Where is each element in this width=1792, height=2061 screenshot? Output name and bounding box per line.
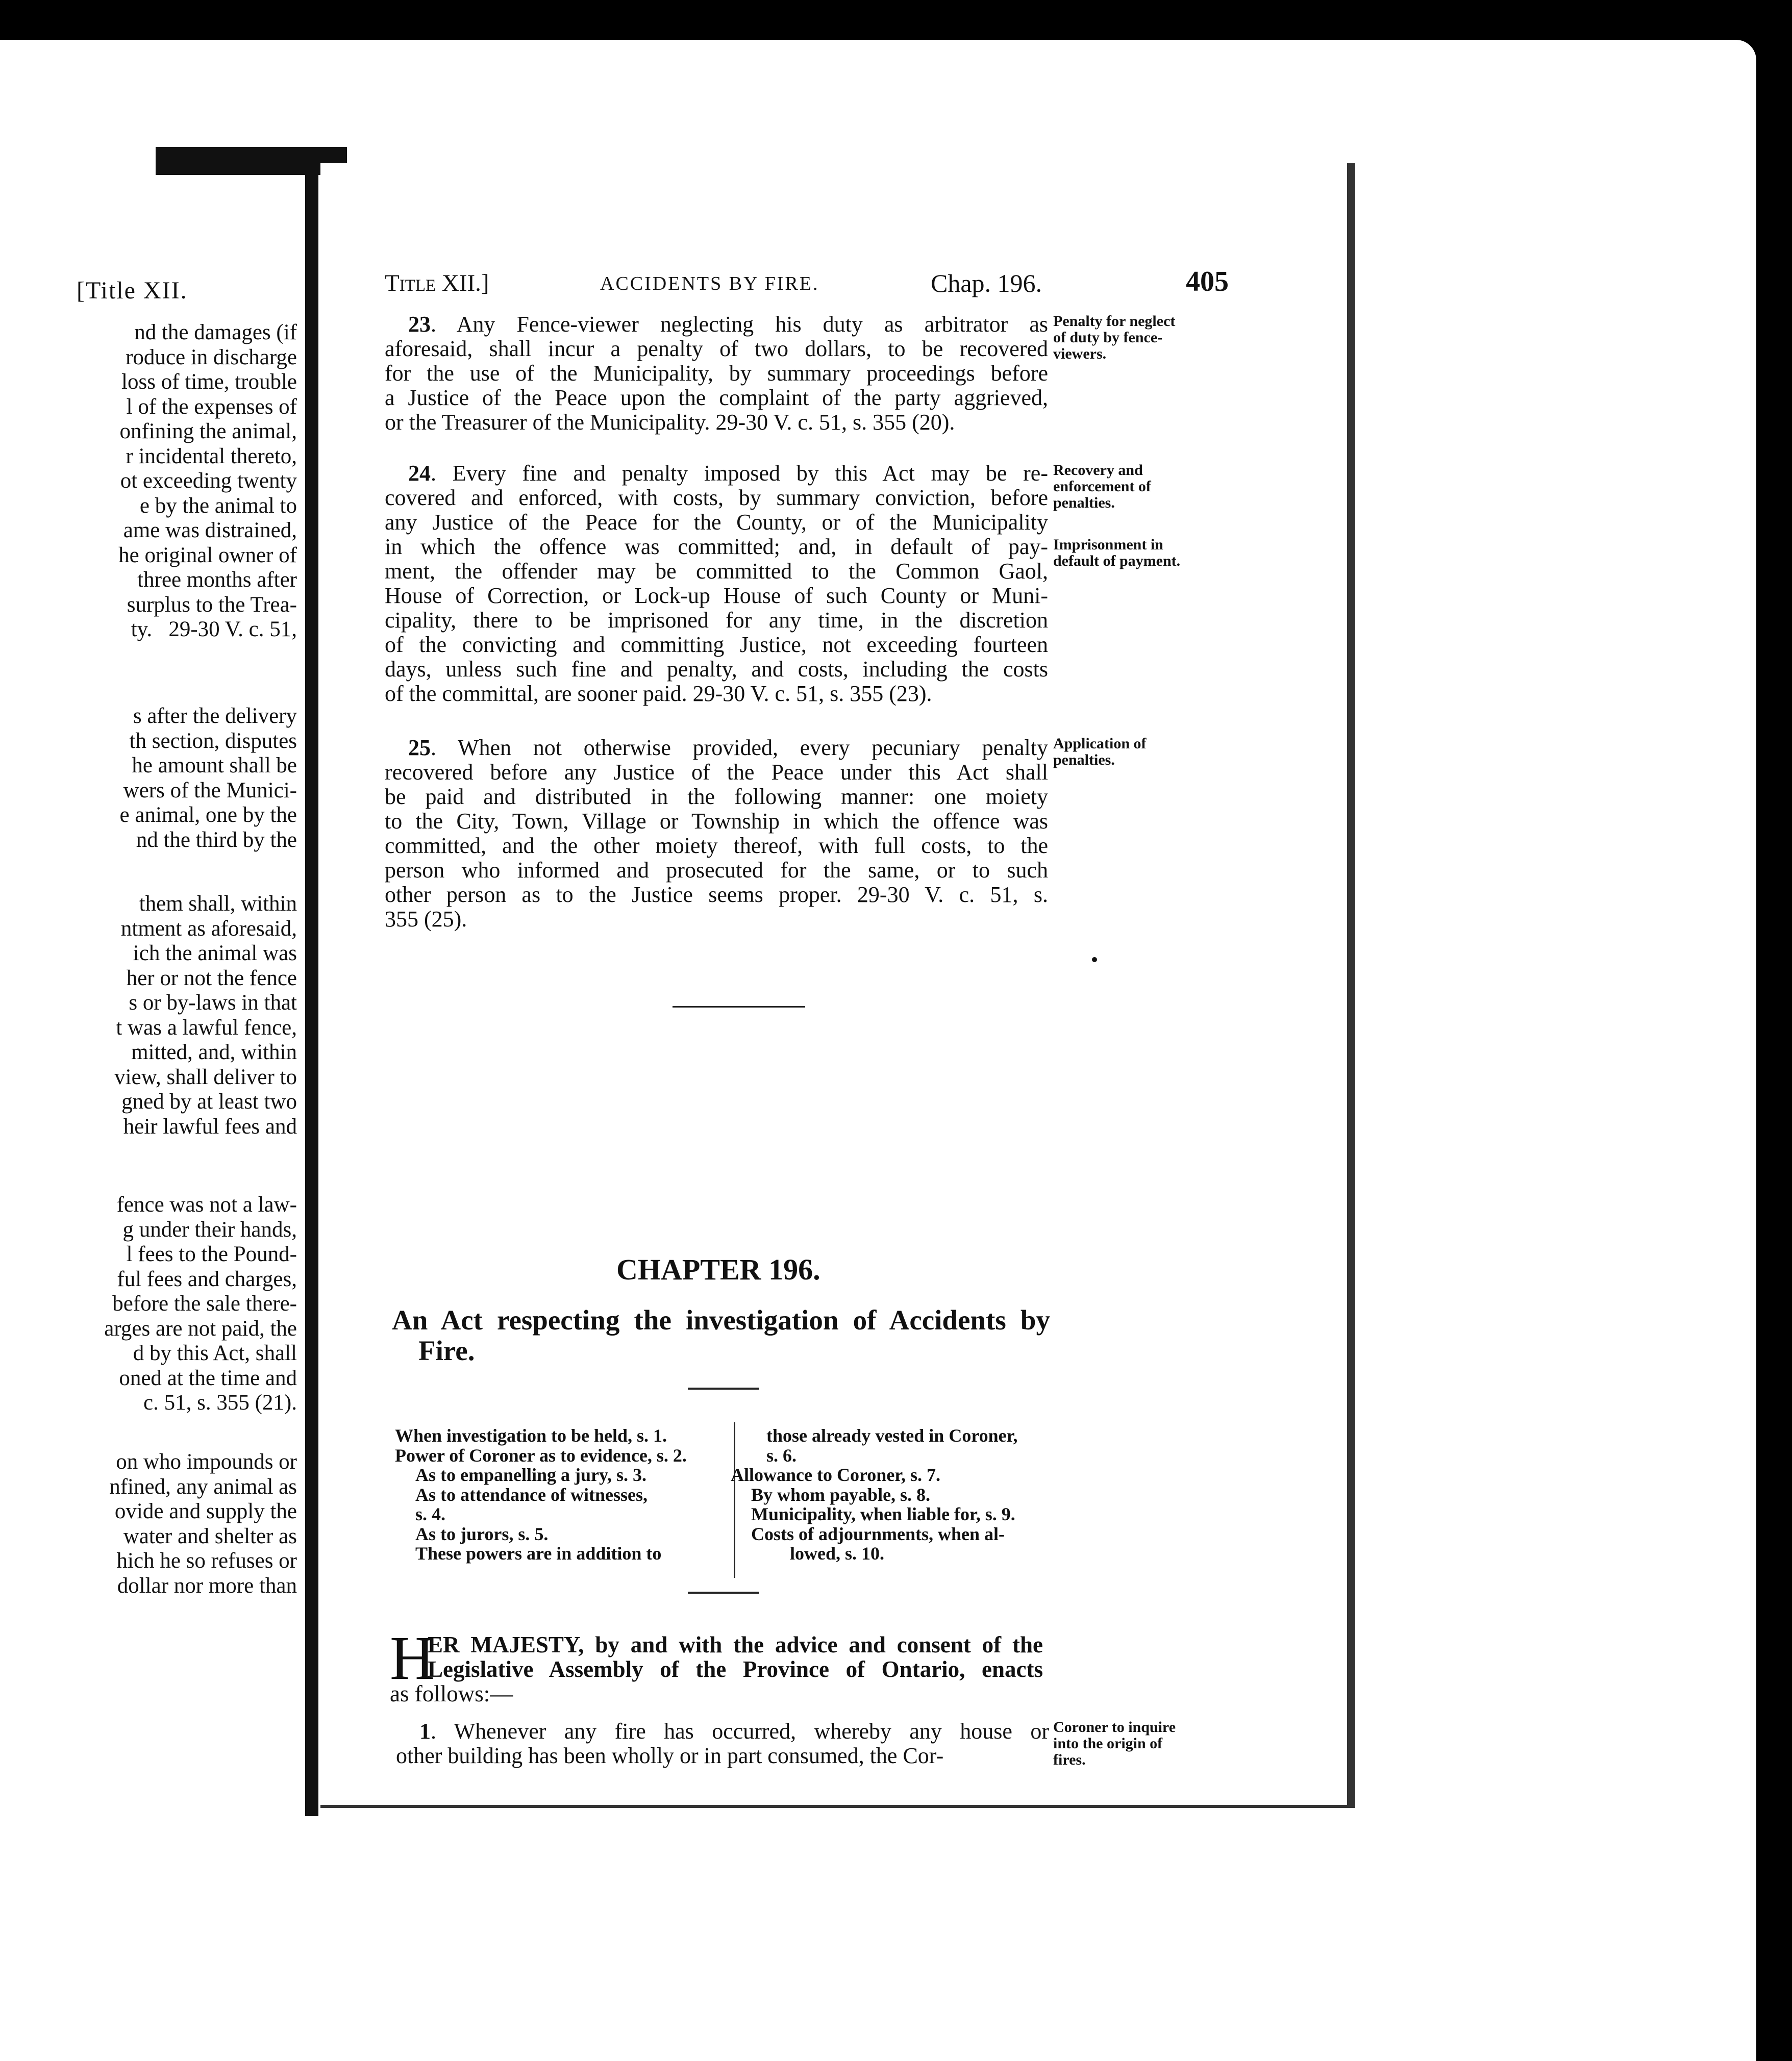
drop-cap: H — [390, 1624, 435, 1693]
toc-entry: lowed, s. 10. — [790, 1543, 885, 1564]
body-text-line: 355 (25). — [385, 907, 467, 932]
margin-note-25: Application of penalties. — [1053, 735, 1147, 768]
running-head-title: Title XII.] — [385, 270, 489, 296]
act-title-line-2: Fire. — [418, 1335, 475, 1366]
running-head-chapter: Chap. 196. — [931, 269, 1042, 297]
body-text-line: committed, and the other moiety thereof, with full costs, to the — [385, 833, 1048, 858]
left-text-line: c. 51, s. 355 (21). — [143, 1391, 297, 1415]
toc-entry: As to empanelling a jury, s. 3. — [415, 1465, 647, 1485]
left-text-line: dollar nor more than — [117, 1573, 297, 1598]
left-text-line: e by the animal to — [139, 493, 297, 518]
body-text-line: aforesaid, shall incur a penalty of two dollars, to be recovered — [385, 336, 1048, 361]
toc-entry: Municipality, when liable for, s. 9. — [751, 1504, 1015, 1524]
left-text-line: l fees to the Pound- — [126, 1242, 297, 1266]
body-text-line — [385, 312, 1048, 337]
chapter-heading: CHAPTER 196. — [616, 1253, 820, 1286]
body-text-line: or the Treasurer of the Municipality. 29-30 V. c. 51, s. 355 (20). — [385, 410, 955, 435]
left-para-3 — [114, 892, 297, 1139]
toc-entry: Costs of adjournments, when al- — [751, 1523, 1005, 1544]
toc-entry: By whom payable, s. 8. — [751, 1484, 931, 1505]
left-running-head: [Title XII. — [77, 277, 188, 304]
left-text-line: fence was not a law- — [116, 1193, 297, 1217]
toc-right-column — [731, 1426, 1017, 1564]
left-para-2 — [120, 704, 297, 852]
left-text-line: them shall, within — [139, 892, 297, 916]
body-text-line: cipality, there to be imprisoned for any time, in the discretion — [385, 608, 1048, 633]
margin-note-1: Coroner to inquire into the origin of fires. — [1053, 1719, 1176, 1768]
left-text-line: ty. 29-30 V. c. 51, — [131, 617, 297, 641]
body-text-line: other building has been wholly or in part consumed, the Cor- — [396, 1743, 944, 1768]
left-text-line: mitted, and, within — [131, 1040, 297, 1064]
left-page — [0, 179, 313, 1814]
left-text-line: r incidental thereto, — [126, 444, 297, 468]
left-text-line: d by this Act, shall — [133, 1341, 297, 1365]
left-text-line: wers of the Munici- — [123, 778, 297, 802]
left-text-line: hich he so refuses or — [116, 1549, 297, 1573]
ink-dot — [1092, 957, 1097, 962]
section-24 — [385, 461, 1048, 706]
book-spine — [305, 173, 318, 1816]
binding-tab — [156, 147, 347, 175]
left-text-line: loss of time, trouble — [121, 370, 297, 394]
body-text-line: recovered before any Justice of the Peace under this Act shall — [385, 760, 1048, 785]
body-text-line: of the convicting and committing Justice, not exceeding fourteen — [385, 632, 1048, 657]
body-text-line — [396, 1719, 1049, 1744]
section-number: 23 — [408, 312, 431, 337]
left-text-line: s after the delivery — [133, 704, 297, 728]
margin-note-24a: Recovery and enforcement of penalties. — [1053, 462, 1151, 511]
left-text-line: he original owner of — [118, 543, 297, 567]
body-text-line: for the use of the Municipality, by summary proceedings before — [385, 361, 1048, 386]
right-page — [320, 163, 1355, 1808]
toc-entry: As to attendance of witnesses, — [415, 1484, 648, 1505]
toc-entry: When investigation to be held, s. 1. — [395, 1425, 667, 1446]
toc-rule — [688, 1592, 759, 1594]
left-text-line: th section, disputes — [129, 728, 297, 753]
left-text-line: arges are not paid, the — [104, 1316, 297, 1341]
left-text-line: e animal, one by the — [119, 803, 297, 827]
body-text-line — [385, 461, 1048, 486]
left-text-line: ovide and supply the — [114, 1499, 297, 1523]
section-number: 1 — [419, 1719, 431, 1744]
left-text-line: s or by-laws in that — [129, 991, 297, 1015]
left-text-line: nd the damages (if — [134, 320, 297, 344]
left-text-line: he amount shall be — [132, 753, 297, 777]
toc-entry: As to jurors, s. 5. — [415, 1523, 549, 1544]
left-text-line: t was a lawful fence, — [116, 1015, 297, 1040]
page-number: 405 — [1186, 266, 1229, 297]
left-text-line: nfined, any animal as — [109, 1474, 297, 1499]
left-text-line: three months after — [137, 568, 297, 592]
left-text-line: before the sale there- — [112, 1292, 297, 1316]
left-para-4 — [104, 1193, 297, 1416]
left-text-line: roduce in discharge — [126, 345, 297, 369]
left-text-line: nd the third by the — [136, 827, 297, 852]
left-text-line: water and shelter as — [123, 1524, 297, 1548]
body-text-line: House of Correction, or Lock-up House of such County or Muni- — [385, 583, 1048, 608]
title-rule — [688, 1388, 759, 1390]
left-text-line: onfining the animal, — [119, 419, 297, 443]
body-text-line: be paid and distributed in the following manner: one moiety — [385, 784, 1048, 809]
section-1 — [396, 1719, 1049, 1768]
left-text-line: gned by at least two — [121, 1090, 297, 1114]
left-text-line: g under their hands, — [122, 1217, 297, 1242]
left-text-line: surplus to the Trea- — [127, 592, 297, 617]
toc-entry: those already vested in Coroner, — [766, 1425, 1018, 1446]
body-text-line: any Justice of the Peace for the County, or of the Municipality — [385, 510, 1048, 535]
margin-note-23: Penalty for neglect of duty by fence-viewers. — [1053, 313, 1176, 362]
toc-entry: These powers are in addition to — [415, 1543, 662, 1564]
left-text-line: ful fees and charges, — [117, 1267, 297, 1291]
left-text-line: her or not the fence — [126, 966, 297, 990]
left-text-line: ot exceeding twenty — [120, 469, 297, 493]
body-text-line: other person as to the Justice seems proper. 29-30 V. c. 51, s. — [385, 882, 1048, 907]
body-text-line — [385, 736, 1048, 760]
left-text-line: ntment as aforesaid, — [120, 916, 297, 941]
body-text-line: in which the offence was committed; and, in default of pay- — [385, 534, 1048, 559]
body-text-line: days, unless such fine and penalty, and costs, including the costs — [385, 657, 1048, 682]
left-text-line: oned at the time and — [119, 1366, 297, 1390]
body-text-line: a Justice of the Peace upon the complaint of the party aggrieved, — [385, 385, 1048, 410]
toc-entry: Power of Coroner as to evidence, s. 2. — [395, 1445, 687, 1466]
enacting-line-2: Legislative Assembly of the Province of Ontario, enacts — [428, 1656, 1043, 1682]
section-number: 25 — [408, 735, 431, 760]
left-para-1 — [118, 320, 297, 642]
left-text-line: view, shall deliver to — [114, 1065, 297, 1089]
running-head — [385, 265, 1229, 301]
left-text-line: on who impounds or — [116, 1450, 297, 1474]
section-text: . Any Fence-viewer neglecting his duty as arbitrator as — [431, 312, 1048, 337]
enacting-line-3: as follows:— — [390, 1681, 513, 1706]
left-para-5 — [109, 1450, 297, 1598]
body-text-line: covered and enforced, with costs, by summary conviction, before — [385, 485, 1048, 510]
section-text: . Whenever any fire has occurred, whereby any house or — [431, 1719, 1049, 1744]
left-text-line: l of the expenses of — [126, 394, 297, 419]
enacting-clause — [390, 1624, 1043, 1706]
section-number: 24 — [408, 461, 431, 486]
act-title — [392, 1305, 1050, 1366]
body-text-line: to the City, Town, Village or Township in which the offence was — [385, 809, 1048, 834]
toc-entry: s. 6. — [766, 1445, 797, 1466]
section-text: . When not otherwise provided, every pecuniary penalty — [431, 735, 1048, 760]
toc-entry: s. 4. — [415, 1504, 446, 1524]
left-text-line: ame was distrained, — [123, 518, 297, 542]
act-title-line-1: An Act respecting the investigation of Accidents by — [392, 1304, 1050, 1336]
toc-left-column — [395, 1426, 687, 1564]
section-rule — [673, 1006, 805, 1008]
section-23 — [385, 312, 1048, 435]
toc-entry: Allowance to Coroner, s. 7. — [731, 1465, 940, 1485]
running-head-center: ACCIDENTS BY FIRE. — [600, 273, 819, 294]
body-text-line: person who informed and prosecuted for the same, or to such — [385, 858, 1048, 883]
left-text-line: ich the animal was — [133, 941, 297, 965]
margin-note-24b: Imprisonment in default of payment. — [1053, 536, 1181, 569]
left-text-line: heir lawful fees and — [123, 1114, 297, 1139]
enacting-line-1: ER MAJESTY, by and with the advice and consent of the — [428, 1632, 1043, 1657]
body-text-line: ment, the offender may be committed to the Common Gaol, — [385, 559, 1048, 584]
section-25 — [385, 736, 1048, 932]
section-text: . Every fine and penalty imposed by this Act may be re- — [431, 461, 1048, 486]
body-text-line: of the committal, are sooner paid. 29-30 V. c. 51, s. 355 (23). — [385, 681, 932, 706]
